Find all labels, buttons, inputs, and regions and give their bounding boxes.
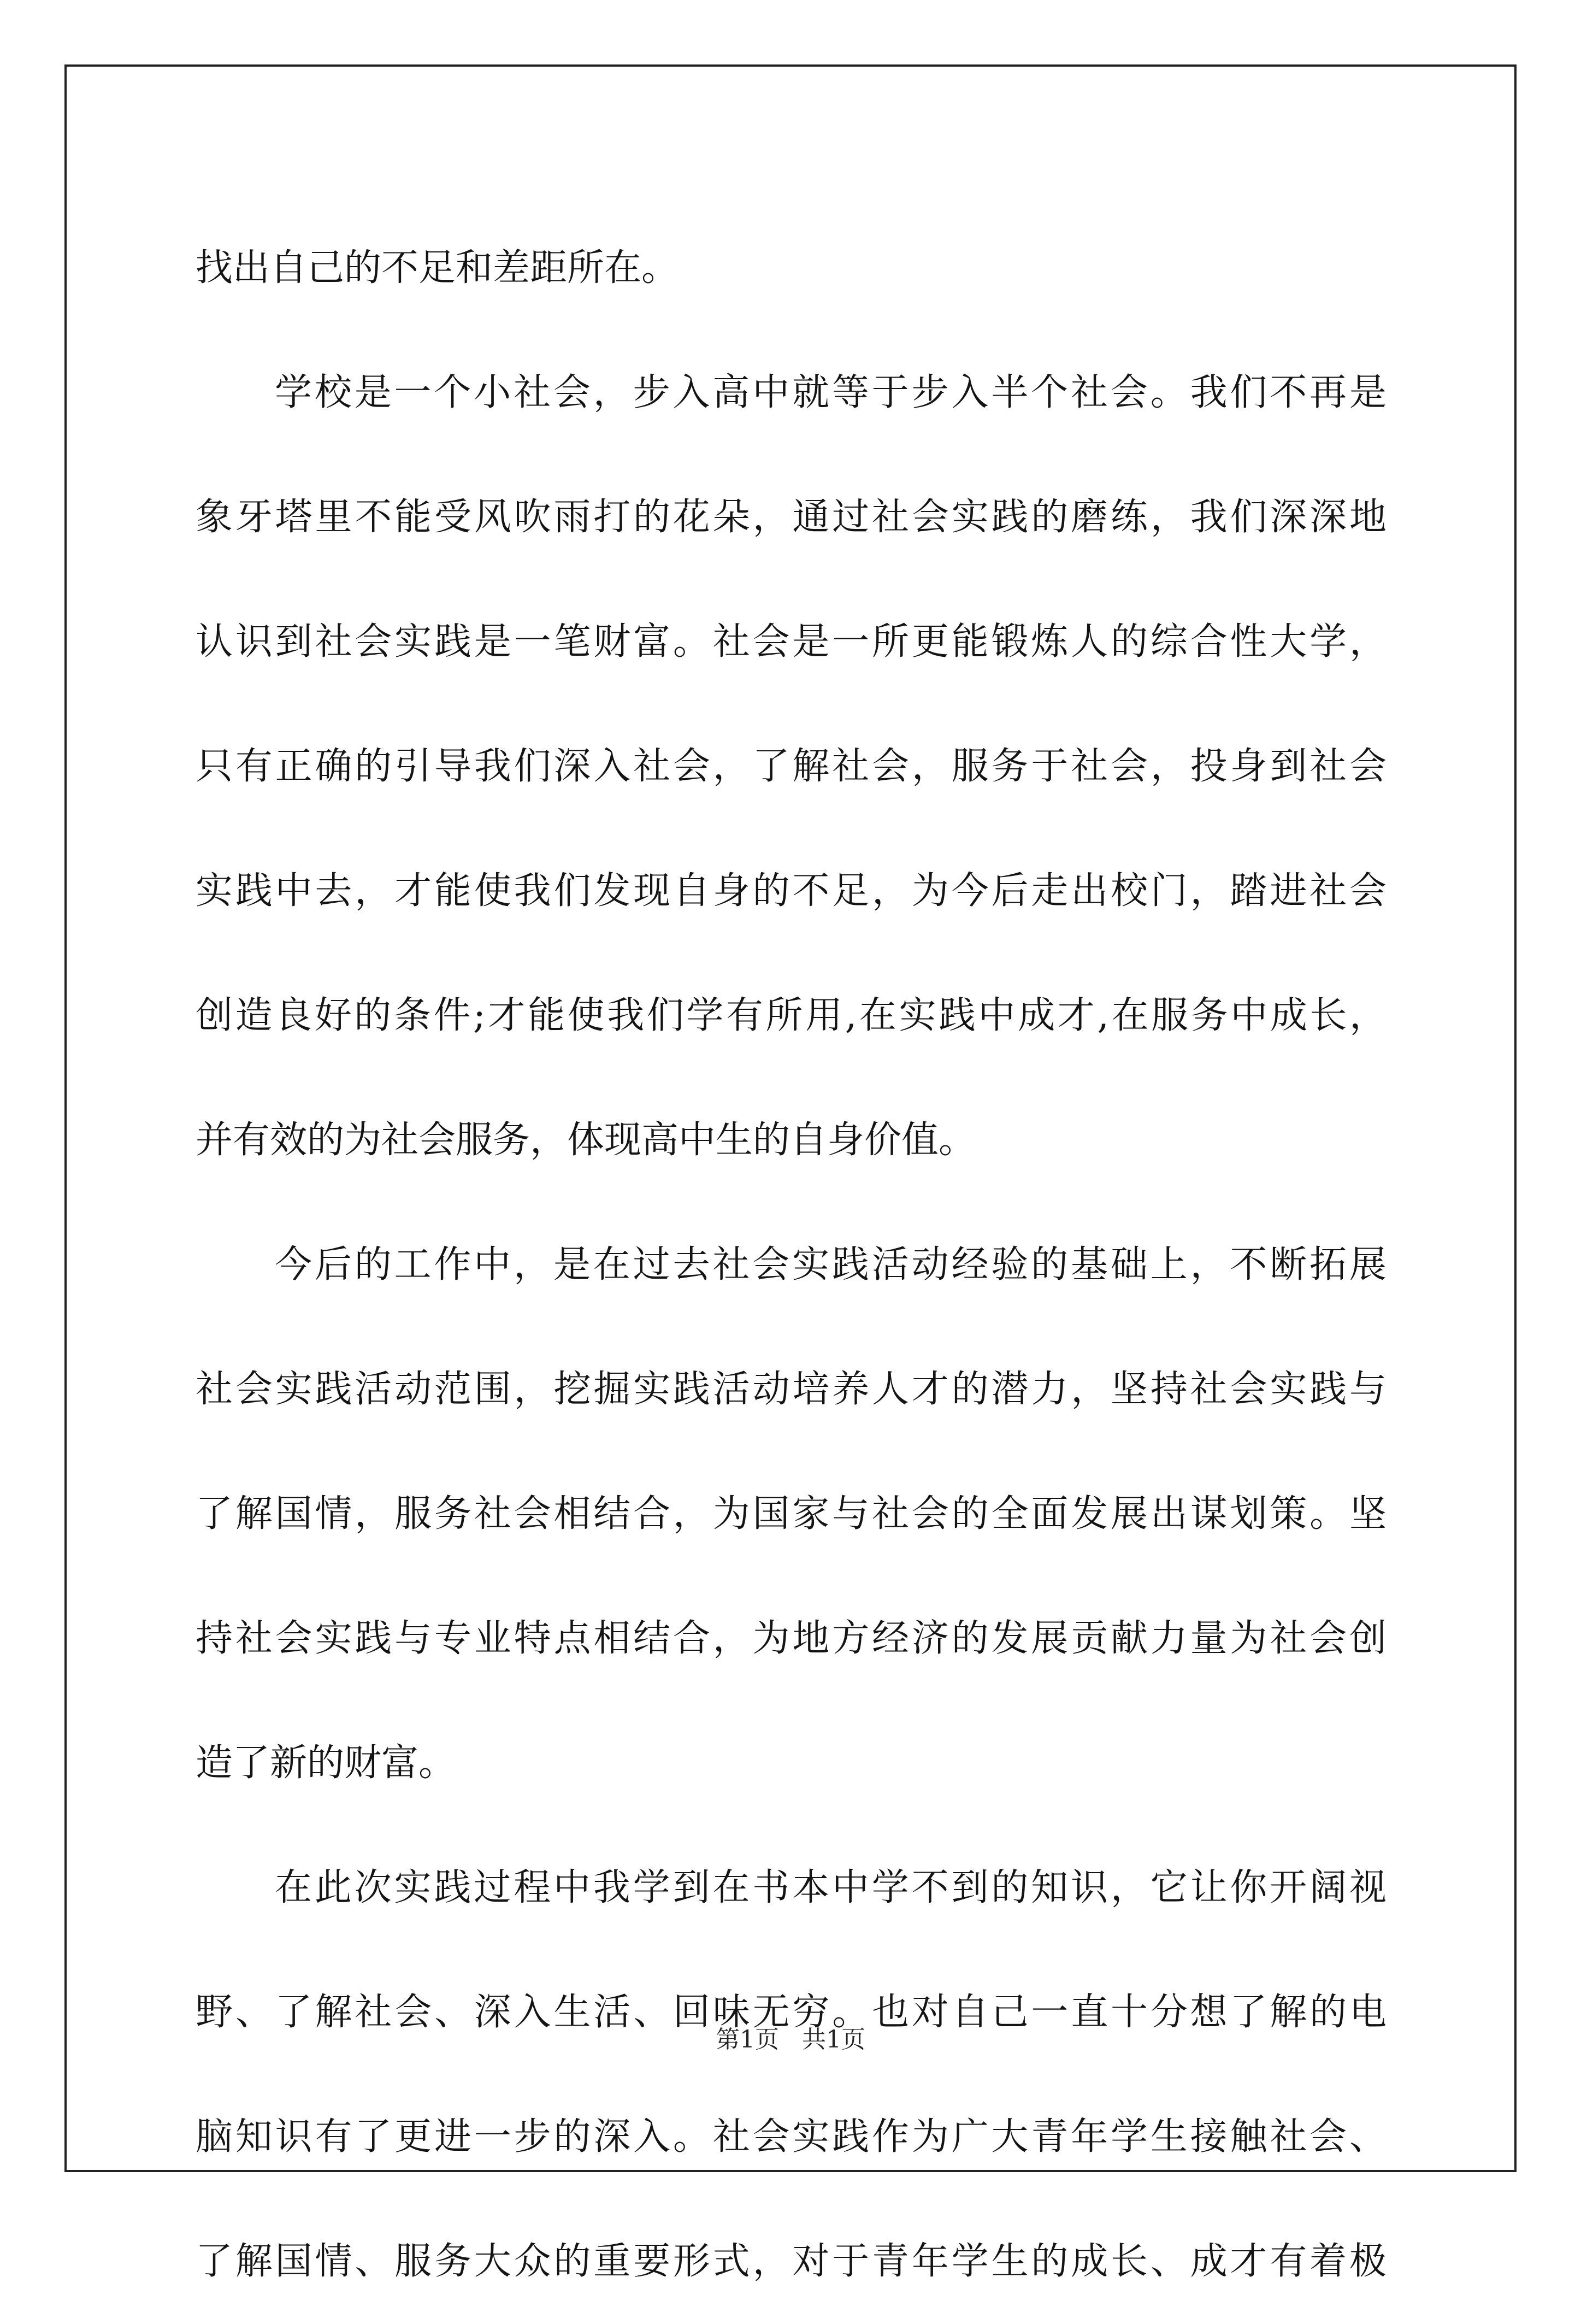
text-line: 持社会实践与专业特点相结合，为地方经济的发展贡献力量为社会创 (196, 1617, 1387, 1660)
text-line: 了解国情、服务大众的重要形式，对于青年学生的成长、成才有着极 (196, 2240, 1387, 2283)
text-line: 野、了解社会、深入生活、回味无穷。也对自己一直十分想了解的电 (196, 1991, 1387, 2034)
text-line: 了解国情，服务社会相结合，为国家与社会的全面发展出谋划策。坚 (196, 1492, 1387, 1535)
text-line: 并有效的为社会服务，体现高中生的自身价值。 (196, 1119, 976, 1162)
text-line: 创造良好的条件;才能使我们学有所用,在实践中成才,在服务中成长， (196, 994, 1387, 1037)
page-footer (0, 2020, 1581, 2055)
text-line: 社会实践活动范围，挖掘实践活动培养人才的潜力，坚持社会实践与 (196, 1368, 1387, 1411)
text-line: 认识到社会实践是一笔财富。社会是一所更能锻炼人的综合性大学， (196, 620, 1387, 663)
text-line: 找出自己的不足和差距所在。 (196, 246, 679, 290)
text-line: 在此次实践过程中我学到在书本中学不到的知识，它让你开阔视 (275, 1866, 1387, 1909)
text-line: 造了新的财富。 (196, 1741, 456, 1785)
text-line: 象牙塔里不能受风吹雨打的花朵，通过社会实践的磨练，我们深深地 (196, 496, 1387, 539)
text-line: 实践中去，才能使我们发现自身的不足，为今后走出校门，踏进社会 (196, 869, 1387, 913)
text-line: 今后的工作中，是在过去社会实践活动经验的基础上，不断拓展 (275, 1243, 1387, 1286)
text-line: 学校是一个小社会，步入高中就等于步入半个社会。我们不再是 (275, 371, 1387, 414)
text-line: 脑知识有了更进一步的深入。社会实践作为广大青年学生接触社会、 (196, 2115, 1387, 2158)
page-number: 第1页 (716, 2026, 780, 2054)
text-line: 只有正确的引导我们深入社会，了解社会，服务于社会，投身到社会 (196, 745, 1387, 788)
page-total: 共1页 (801, 2026, 865, 2054)
document-body (196, 206, 1387, 2324)
